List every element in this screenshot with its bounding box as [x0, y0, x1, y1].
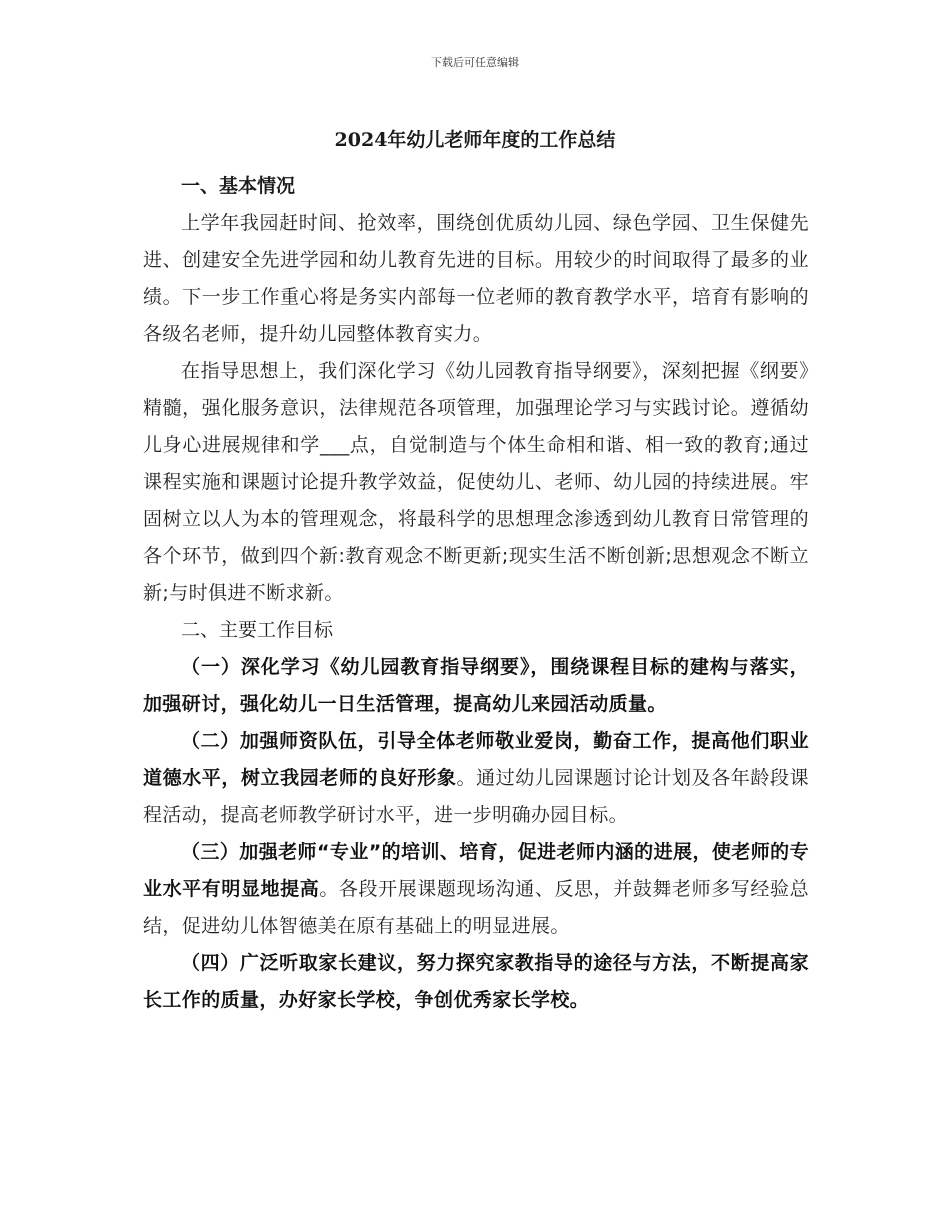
goal-4: （四）广泛听取家长建议，努力探究家教指导的途径与方法，不断提高家长工作的质量，办好家长学校，争创优秀家长学校。: [143, 952, 809, 1011]
document-title: 2024年幼儿老师年度的工作总结: [334, 129, 616, 151]
header-note: 下载后可任意编辑: [431, 56, 519, 69]
section-heading-basic: 一、基本情况: [181, 175, 296, 197]
goal-2-bold: （二）加强师资队伍，引导全体老师敬业爱岗，勤奋工作，提高他们职业道德水平，树立我园老师的良好形象: [143, 730, 809, 789]
document-body: [143, 168, 809, 1019]
goal-3-bold: （三）加强老师“专业”的培训、培育，促进老师内涵的进展，使老师的专业水平有明显地提高: [143, 841, 809, 900]
section-heading-goals: 二、主要工作目标: [181, 619, 334, 641]
goal-3-rest: 。各段开展课题现场沟通、反思，并鼓舞老师多写经验总结，促进幼儿体智德美在原有基础上的明显进展。: [143, 878, 809, 937]
paragraph-basic-2: 在指导思想上，我们深化学习《幼儿园教育指导纲要》，深刻把握《纲要》精髓，强化服务意识，法律规范各项管理，加强理论学习与实践讨论。遵循幼儿身心进展规律和学___点，自觉制造与个体生命相和谐、相一致的教育;通过课程实施和课题讨论提升教学效益，促使幼儿、老师、幼儿园的持续进展。牢固树立以人为本的管理观念，将最科学的思想理念渗透到幼儿教育日常管理的各个环节，做到四个新:教育观念不断更新;现实生活不断创新;思想观念不断立新;与时俱进不断求新。: [143, 360, 809, 604]
paragraph-basic-1: 上学年我园赶时间、抢效率，围绕创优质幼儿园、绿色学园、卫生保健先进、创建安全先进学园和幼儿教育先进的目标。用较少的时间取得了最多的业绩。下一步工作重心将是务实内部每一位老师的教育教学水平，培育有影响的各级名老师，提升幼儿园整体教育实力。: [143, 212, 809, 345]
goal-2-rest: 。通过幼儿园课题讨论计划及各年龄段课程活动，提高老师教学研讨水平，进一步明确办园目标。: [143, 767, 809, 826]
goal-3: [143, 834, 809, 945]
goal-2: [143, 723, 809, 834]
goal-1: （一）深化学习《幼儿园教育指导纲要》，围绕课程目标的建构与落实，加强研讨，强化幼儿一日生活管理，提高幼儿来园活动质量。: [143, 656, 809, 715]
